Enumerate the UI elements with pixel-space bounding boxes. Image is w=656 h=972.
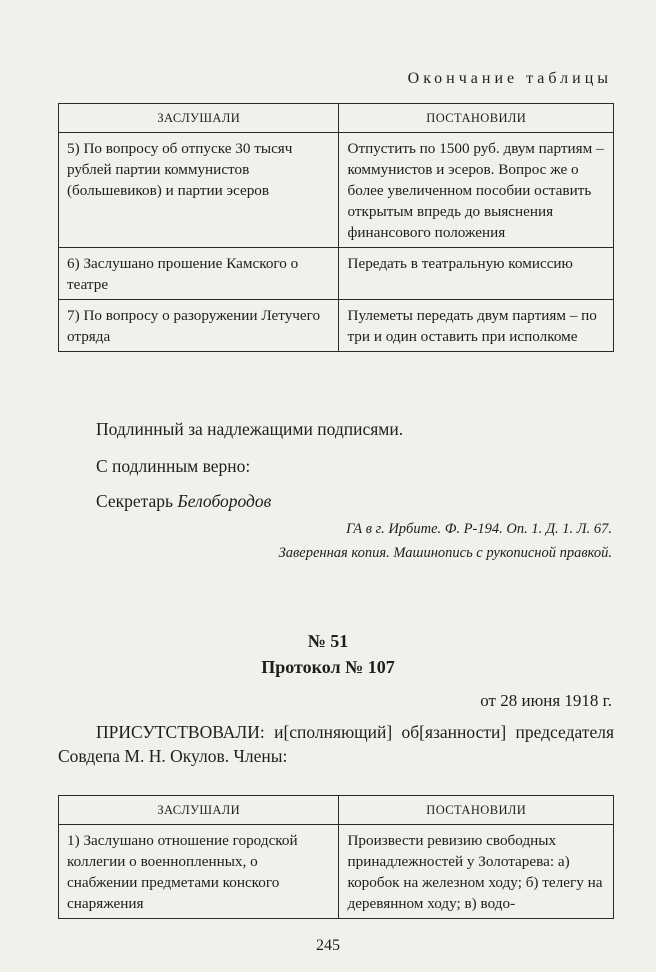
heard-cell: 6) Заслушано прошение Камского о театре — [59, 248, 339, 300]
table-row — [59, 825, 614, 919]
column-header-resolved: ПОСТАНОВИЛИ — [339, 796, 614, 825]
protocol-title: Протокол № 107 — [261, 657, 395, 677]
resolved-cell: Передать в театральную комиссию — [339, 248, 614, 300]
heard-cell: 7) По вопросу о разоружении Летучего отряда — [59, 300, 339, 352]
resolved-cell: Отпустить по 1500 руб. двум партиям – коммунистов и эсеров. Вопрос же о более увеличенном пособии оставить открытым впредь до выяснения финансового положения — [339, 133, 614, 248]
minutes-table-1 — [58, 103, 614, 352]
table-header-row — [59, 796, 614, 825]
column-header-heard: ЗАСЛУШАЛИ — [59, 104, 339, 133]
table-row — [59, 248, 614, 300]
secretary-label: Секретарь — [96, 491, 174, 511]
attendees-paragraph: ПРИСУТСТВОВАЛИ: и[сполняющий] об[язанности] председателя Совдепа М. Н. Окулов. Члены: — [58, 722, 614, 766]
table-continuation-note: Окончание таблицы — [407, 70, 612, 87]
column-header-resolved: ПОСТАНОВИЛИ — [339, 104, 614, 133]
page-number: 245 — [316, 937, 340, 954]
minutes-table-2 — [58, 795, 614, 919]
secretary-name: Белобородов — [177, 491, 272, 511]
protocol-date: от 28 июня 1918 г. — [480, 691, 612, 710]
resolved-cell: Пулеметы передать двум партиям – по три и один оставить при исполкоме — [339, 300, 614, 352]
secretary-line — [96, 490, 271, 512]
archive-reference: ГА в г. Ирбите. Ф. Р-194. Оп. 1. Д. 1. Л. 67. — [346, 521, 612, 537]
column-header-heard: ЗАСЛУШАЛИ — [59, 796, 339, 825]
archive-note: Заверенная копия. Машинопись с рукописной правкой. — [278, 545, 612, 561]
document-number: № 51 — [307, 631, 349, 651]
original-signatures-note: Подлинный за надлежащими подписями. — [96, 419, 404, 439]
table-row — [59, 133, 614, 248]
heard-cell: 1) Заслушано отношение городской коллегии о военнопленных, о снабжении предметами конского снаряжения — [59, 825, 339, 919]
resolved-cell: Произвести ревизию свободных принадлежностей у Золотарева: а) коробок на железном ходу; б) телегу на деревянном ходу; в) водо- — [339, 825, 614, 919]
table-header-row — [59, 104, 614, 133]
table-row — [59, 300, 614, 352]
heard-cell: 5) По вопросу об отпуске 30 тысяч рублей партии коммунистов (большевиков) и партии эсеров — [59, 133, 339, 248]
certified-true-note: С подлинным верно: — [96, 456, 251, 476]
